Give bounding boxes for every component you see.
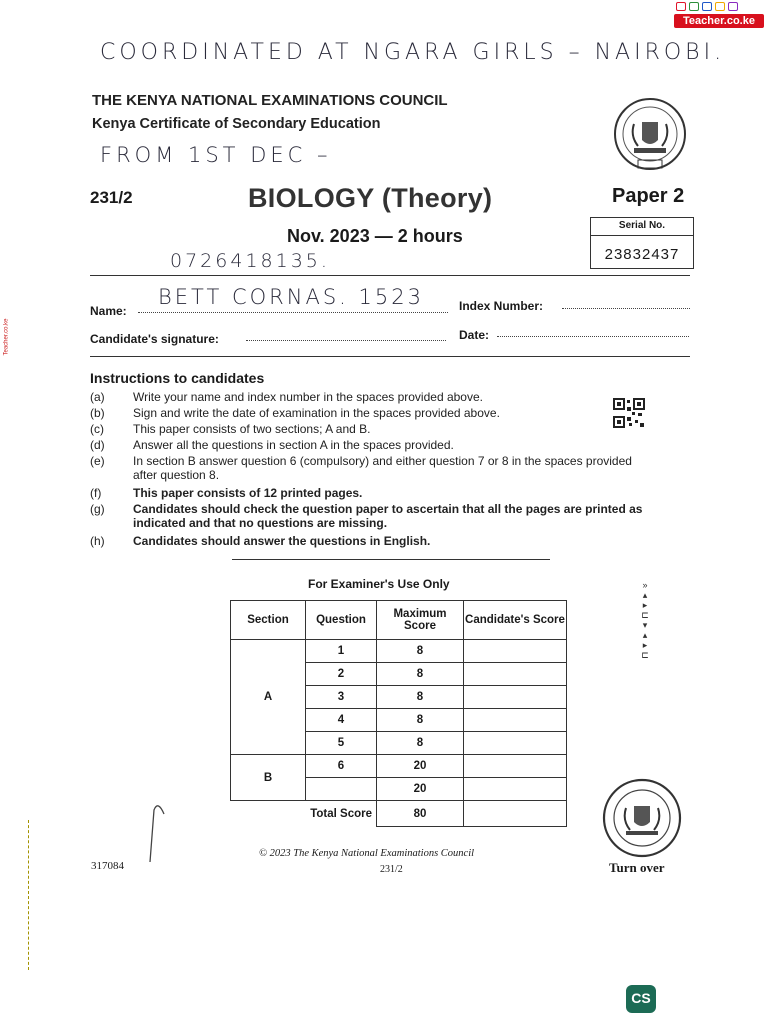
table-header-row — [231, 601, 567, 640]
candidate-score-cell[interactable] — [464, 709, 567, 732]
instruction-text: Candidates should check the question paper to ascertain that all the pages are printed as indicated and that no questions are missing. — [133, 502, 643, 530]
instruction-key: (d) — [90, 438, 105, 452]
question-cell: 3 — [306, 686, 377, 709]
signature-label: Candidate's signature: — [90, 332, 219, 346]
margin-mark: » — [642, 580, 648, 590]
handwritten-date-note: FROM 1ST DEC – — [100, 143, 332, 167]
handwritten-phone: 0726418135. — [170, 250, 330, 272]
margin-mark: ▴ — [642, 590, 648, 600]
instruction-text: This paper consists of two sections; A and B. — [133, 422, 371, 436]
certificate-name: Kenya Certificate of Secondary Education — [92, 116, 381, 132]
total-max-score: 80 — [377, 801, 464, 827]
index-number-field[interactable] — [562, 308, 690, 309]
instruction-text: Sign and write the date of examination in the spaces provided above. — [133, 406, 500, 420]
question-cell: 1 — [306, 640, 377, 663]
margin-mark: ▴ — [642, 630, 648, 640]
instruction-key: (c) — [90, 422, 104, 436]
index-number-label: Index Number: — [459, 299, 544, 313]
badge-square — [715, 2, 725, 11]
question-cell: 6 — [306, 755, 377, 778]
badge-square — [676, 2, 686, 11]
section-rule — [232, 559, 550, 560]
margin-mark: ⊏ — [641, 650, 649, 660]
candidate-score-cell[interactable] — [464, 732, 567, 755]
paper-title: BIOLOGY (Theory) — [248, 183, 493, 213]
max-score-cell: 20 — [377, 778, 464, 801]
badge-square — [689, 2, 699, 11]
examiner-score-table — [230, 600, 567, 827]
instruction-text: Candidates should answer the questions in English. — [133, 534, 431, 548]
badge-square — [702, 2, 712, 11]
candidate-score-cell[interactable] — [464, 778, 567, 801]
qr-code-icon — [613, 398, 645, 428]
turn-over-label: Turn over — [609, 860, 665, 875]
instruction-text: Answer all the questions in section A in the spaces provided. — [133, 438, 454, 452]
instructions-title: Instructions to candidates — [90, 370, 265, 386]
max-score-cell: 20 — [377, 755, 464, 778]
instruction-key: (h) — [90, 534, 105, 548]
instruction-text: In section B answer question 6 (compulsory) and either question 7 or 8 in the spaces provided after question 8. — [133, 454, 632, 482]
margin-mark: ⊏ — [641, 610, 649, 620]
max-score-cell: 8 — [377, 732, 464, 755]
instruction-key: (a) — [90, 390, 105, 404]
instruction-text: Write your name and index number in the spaces provided above. — [133, 390, 483, 404]
instruction-key: (b) — [90, 406, 105, 420]
coat-of-arms-seal — [612, 94, 688, 178]
candidate-score-cell[interactable] — [464, 640, 567, 663]
total-candidate-score[interactable] — [464, 801, 567, 827]
signature-field[interactable] — [246, 340, 446, 341]
date-label: Date: — [459, 328, 490, 342]
candidate-score-cell[interactable] — [464, 686, 567, 709]
paper-code: 231/2 — [90, 188, 133, 207]
total-score-label: Total Score — [231, 801, 377, 827]
candidate-score-cell[interactable] — [464, 663, 567, 686]
header-question: Question — [306, 601, 377, 640]
serial-value: 23832437 — [604, 246, 680, 263]
section-b-cell: B — [231, 755, 306, 801]
margin-mark: ▸ — [642, 600, 648, 610]
instruction-key: (g) — [90, 502, 105, 516]
date-field[interactable] — [497, 336, 689, 337]
header-rule — [90, 275, 690, 276]
question-cell: 4 — [306, 709, 377, 732]
header-candidate-score: Candidate's Score — [464, 601, 567, 640]
max-score-cell: 8 — [377, 686, 464, 709]
side-watermark — [2, 318, 18, 364]
knec-stamp-seal — [600, 778, 684, 860]
table-row — [231, 640, 567, 663]
margin-marks — [640, 580, 650, 660]
badge-square — [728, 2, 738, 11]
serial-number-box — [590, 217, 694, 269]
margin-mark: ▸ — [642, 640, 648, 650]
serial-divider — [591, 235, 693, 236]
handwritten-coordination-note: COORDINATED AT NGARA GIRLS – NAIROBI. — [100, 40, 726, 65]
question-cell: 2 — [306, 663, 377, 686]
name-field[interactable] — [138, 312, 448, 313]
camscanner-badge: CS — [626, 985, 656, 1013]
header-max-score: Maximum Score — [377, 601, 464, 640]
max-score-cell: 8 — [377, 640, 464, 663]
pen-mark — [140, 800, 170, 870]
table-row — [231, 755, 567, 778]
section-a-cell: A — [231, 640, 306, 755]
question-cell — [306, 778, 377, 801]
paper-number: Paper 2 — [612, 185, 685, 207]
total-row — [231, 801, 567, 827]
examiner-table-title: For Examiner's Use Only — [308, 577, 450, 591]
watermark-badge — [674, 2, 764, 28]
copyright-notice: © 2023 The Kenya National Examinations Council — [259, 848, 475, 859]
instruction-key: (e) — [90, 454, 105, 468]
footer-paper-code: 231/2 — [380, 864, 403, 875]
question-cell: 5 — [306, 732, 377, 755]
handwritten-name: BETT CORNAS. 1523 — [158, 285, 424, 309]
side-watermark-text: Teacher.co.ke — [3, 318, 10, 356]
exam-session: Nov. 2023 — 2 hours — [287, 226, 463, 246]
max-score-cell: 8 — [377, 663, 464, 686]
candidate-score-cell[interactable] — [464, 755, 567, 778]
header-section: Section — [231, 601, 306, 640]
serial-label: Serial No. — [618, 220, 666, 231]
instruction-key: (f) — [90, 486, 102, 500]
document-number: 317084 — [91, 860, 124, 872]
max-score-cell: 8 — [377, 709, 464, 732]
badge-label: Teacher.co.ke — [674, 14, 764, 28]
margin-line — [28, 820, 31, 970]
council-name: THE KENYA NATIONAL EXAMINATIONS COUNCIL — [92, 92, 448, 109]
fields-rule — [90, 356, 690, 357]
instruction-text: This paper consists of 12 printed pages. — [133, 486, 363, 500]
name-label: Name: — [90, 304, 127, 318]
badge-squares — [676, 2, 738, 12]
margin-mark: ▾ — [642, 620, 648, 630]
